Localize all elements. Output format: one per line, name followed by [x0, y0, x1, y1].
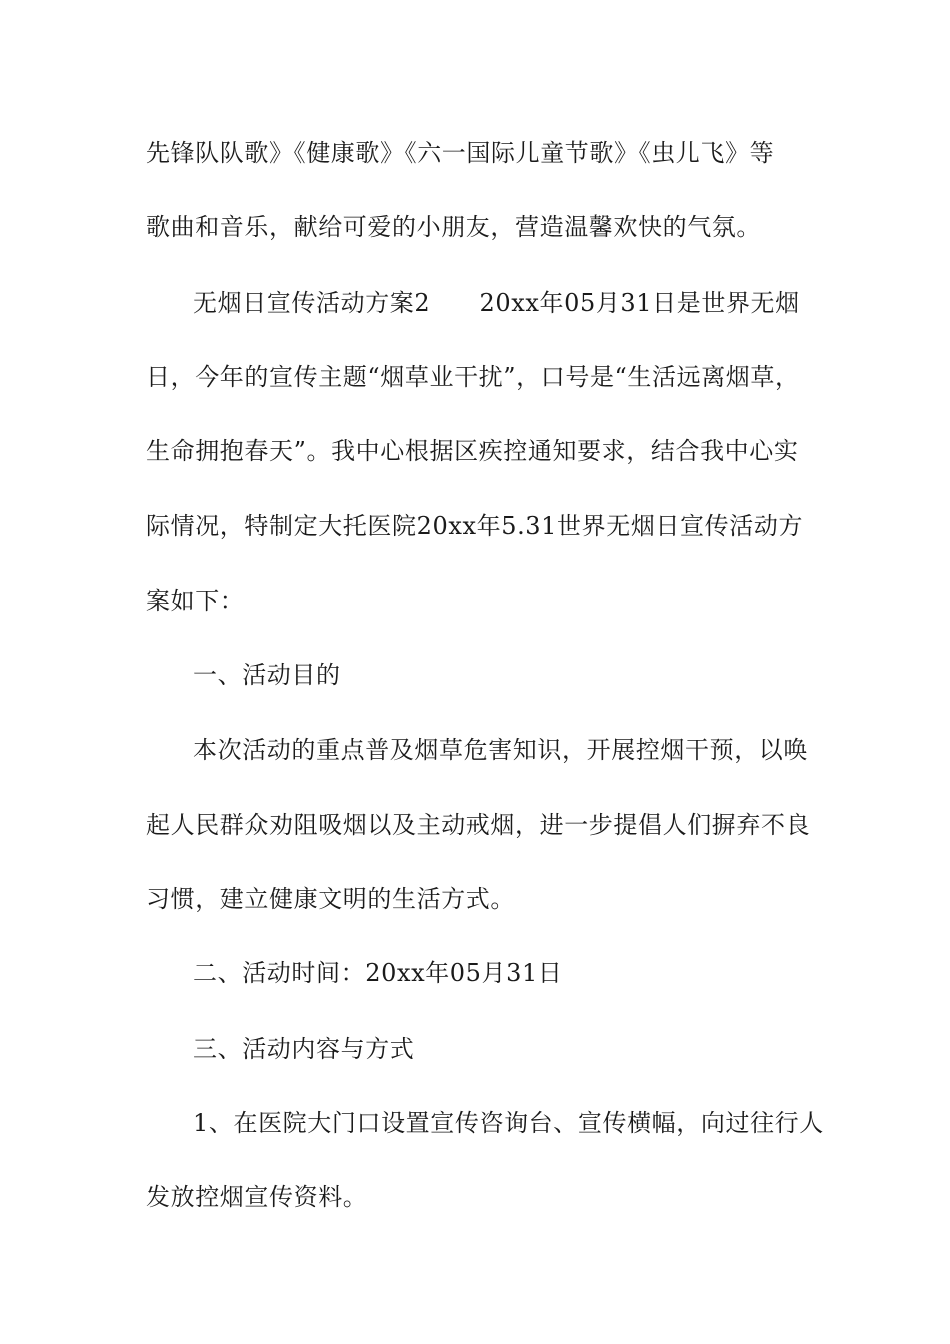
section-heading: 一、活动目的 [193, 661, 341, 689]
text-line: 生命拥抱春天”。我中心根据区疾控通知要求，结合我中心实 [146, 437, 799, 465]
text-line: 歌曲和音乐，献给可爱的小朋友，营造温馨欢快的气氛。 [146, 213, 761, 241]
text-line: 1、在医院大门口设置宣传咨询台、宣传横幅，向过往行人 [193, 1109, 824, 1137]
text-line: 起人民群众劝阻吸烟以及主动戒烟，进一步提倡人们摒弃不良 [146, 811, 811, 839]
text-line: 案如下： [146, 587, 245, 615]
text-line: 本次活动的重点普及烟草危害知识，开展控烟干预，以唤 [193, 736, 808, 764]
text-line: 发放控烟宣传资料。 [146, 1183, 368, 1211]
section-heading: 三、活动内容与方式 [193, 1035, 415, 1063]
section-heading: 二、活动时间：20xx年05月31日 [193, 959, 563, 987]
text-line: 习惯，建立健康文明的生活方式。 [146, 885, 515, 913]
text-line: 日，今年的宣传主题“烟草业干扰”，口号是“生活远离烟草， [146, 363, 800, 391]
text-line: 际情况，特制定大托医院20xx年5.31世界无烟日宣传活动方 [146, 512, 804, 540]
text-line: 先锋队队歌》《健康歌》《六一国际儿童节歌》《虫儿飞》等 [146, 139, 775, 167]
text-line: 无烟日宣传活动方案2 20xx年05月31日是世界无烟 [193, 289, 800, 317]
